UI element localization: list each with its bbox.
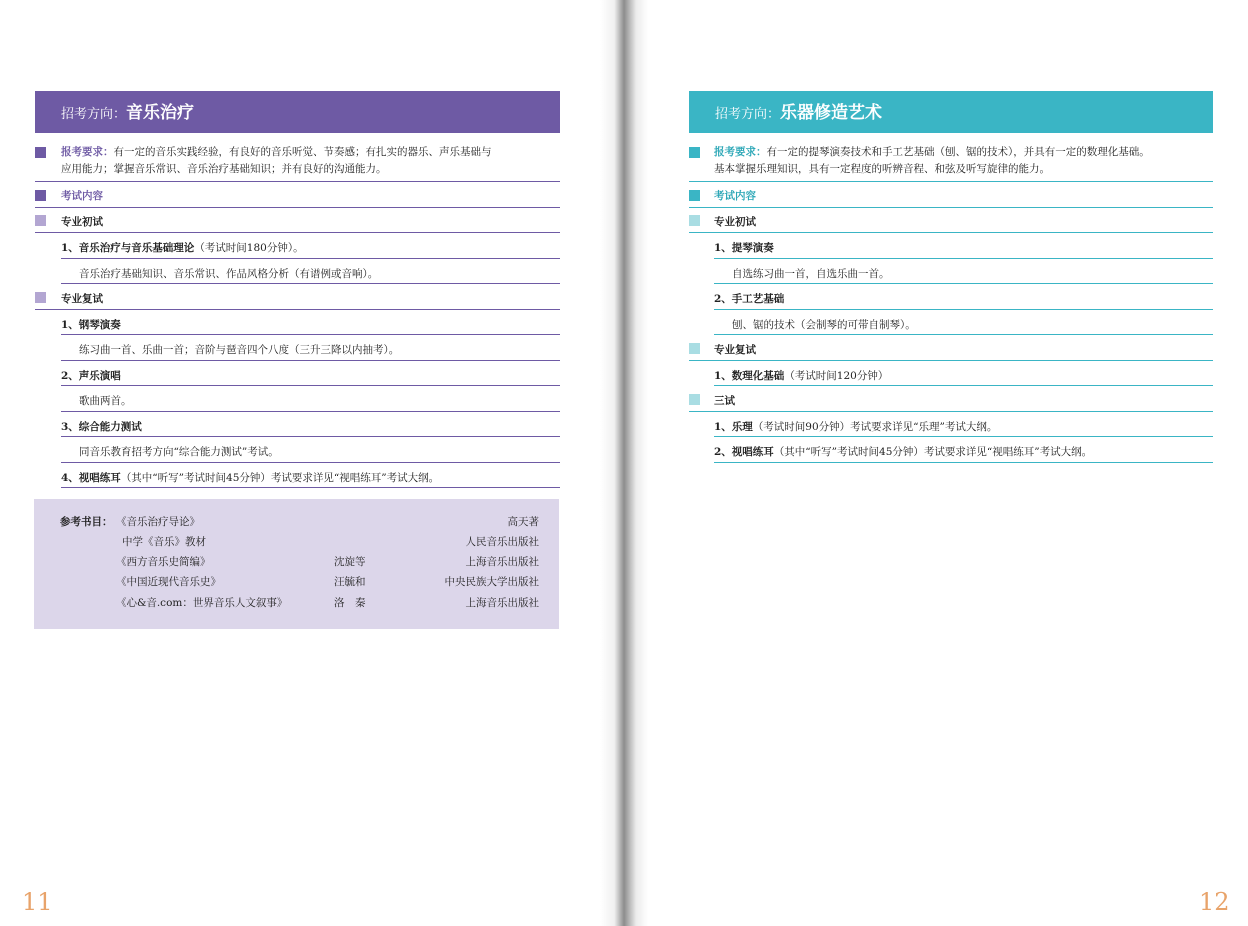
book-gutter-shadow (600, 0, 648, 926)
requirement-line-2: 基本掌握乐理知识，具有一定程度的听辨音程、和弦及听写旋律的能力。 (714, 163, 1050, 175)
initial-exam-row (689, 208, 1213, 233)
reference-author: 汪毓和 (334, 576, 366, 588)
exam-item-title: 2、声乐演唱 (61, 370, 121, 382)
retest-heading: 专业复试 (714, 344, 756, 356)
references-label: 参考书目： (60, 516, 113, 528)
reference-author: 沈旋等 (334, 556, 366, 568)
section-bullet-icon (35, 190, 46, 201)
exam-item-desc-row (61, 259, 560, 284)
reference-publisher: 上海音乐出版社 (465, 597, 539, 609)
reference-publisher: 中央民族大学出版社 (444, 576, 539, 588)
initial-exam-row (35, 208, 560, 233)
exam-item-row (714, 437, 1213, 463)
requirement-line-2: 应用能力；掌握音乐常识、音乐治疗基础知识；并有良好的沟通能力。 (61, 163, 387, 175)
section-bullet-icon (689, 147, 700, 158)
page-number: 11 (22, 888, 53, 916)
subsection-bullet-icon (35, 215, 46, 226)
reference-title: 《音乐治疗导论》 (116, 516, 200, 528)
exam-item-row (61, 310, 560, 335)
exam-item-row (714, 361, 1213, 386)
exam-item-row (714, 233, 1213, 259)
third-exam-row (689, 386, 1213, 412)
exam-item-row (61, 361, 560, 386)
retest-row (689, 335, 1213, 361)
banner-title: 乐器修造艺术 (780, 103, 883, 123)
exam-item-desc-row (714, 259, 1213, 284)
exam-item-desc-row (61, 386, 560, 412)
requirement-label: 报考要求： (61, 146, 114, 158)
reference-title: 《中国近现代音乐史》 (116, 576, 221, 588)
exam-item-title: 1、提琴演奏 (714, 242, 774, 254)
exam-item-title: 2、视唱练耳 (714, 446, 774, 458)
page-number: 12 (1199, 888, 1230, 916)
retest-heading: 专业复试 (61, 293, 103, 305)
direction-banner (35, 91, 560, 133)
exam-item-note: （其中“听写”考试时间45分钟）考试要求详见“视唱练耳”考试大纲。 (773, 446, 1093, 458)
banner-label: 招考方向： (715, 107, 781, 122)
exam-item-title: 1、音乐治疗与音乐基础理论 (61, 242, 195, 254)
subsection-bullet-icon (689, 215, 700, 226)
exam-content-heading: 考试内容 (714, 190, 756, 202)
initial-exam-heading: 专业初试 (714, 216, 756, 228)
exam-item-row (61, 463, 560, 488)
exam-outline (689, 144, 1213, 463)
subsection-bullet-icon (689, 343, 700, 354)
subsection-bullet-icon (35, 292, 46, 303)
reference-publisher: 上海音乐出版社 (465, 556, 539, 568)
reference-publisher: 高天著 (507, 516, 539, 528)
reference-publisher: 人民音乐出版社 (465, 536, 539, 548)
exam-item-title: 2、手工艺基础 (714, 293, 785, 305)
reference-title: 《西方音乐史简编》 (116, 556, 211, 568)
exam-item-row (714, 412, 1213, 437)
requirement-label: 报考要求： (714, 146, 767, 158)
section-bullet-icon (35, 147, 46, 158)
reference-title: 《心&音.com：世界音乐人文叙事》 (116, 597, 288, 609)
exam-item-desc: 练习曲一首、乐曲一首；音阶与琶音四个八度（三升三降以内抽考）。 (79, 344, 400, 356)
exam-item-desc: 同音乐教育招考方向“综合能力测试”考试。 (79, 446, 279, 458)
exam-item-title: 3、综合能力测试 (61, 421, 142, 433)
requirement-row (689, 144, 1213, 182)
initial-exam-heading: 专业初试 (61, 216, 103, 228)
exam-item-desc-row (61, 335, 560, 361)
subsection-bullet-icon (689, 394, 700, 405)
exam-item-note: （考试时间180分钟）。 (194, 242, 304, 254)
exam-item-row (61, 233, 560, 259)
exam-outline (35, 144, 560, 488)
banner-title: 音乐治疗 (126, 103, 195, 123)
exam-item-note: （其中“听写”考试时间45分钟）考试要求详见“视唱练耳”考试大纲。 (120, 472, 440, 484)
exam-item-desc: 自选练习曲一首，自选乐曲一首。 (732, 268, 890, 280)
right-page (624, 0, 1248, 926)
reference-author: 洛 秦 (334, 597, 366, 609)
exam-item-desc-row (61, 437, 560, 463)
exam-item-note: （考试时间90分钟）考试要求详见“乐理”考试大纲。 (752, 421, 998, 433)
direction-banner (689, 91, 1213, 133)
requirement-line-1: 有一定的提琴演奏技术和手工艺基础（刨、锯的技术），并具有一定的数理化基础。 (766, 146, 1150, 158)
exam-content-row (35, 182, 560, 208)
exam-item-desc: 歌曲两首。 (79, 395, 132, 407)
reference-books-box (34, 499, 559, 629)
exam-item-desc: 刨、锯的技术（会制琴的可带自制琴）。 (732, 319, 916, 331)
exam-item-row (61, 412, 560, 437)
retest-row (35, 284, 560, 310)
exam-item-row (714, 284, 1213, 310)
exam-content-heading: 考试内容 (61, 190, 103, 202)
reference-title: 中学《音乐》教材 (122, 536, 206, 548)
exam-item-title: 4、视唱练耳 (61, 472, 121, 484)
third-exam-heading: 三试 (714, 395, 735, 407)
requirement-line-1: 有一定的音乐实践经验，有良好的音乐听觉、节奏感；有扎实的器乐、声乐基础与 (113, 146, 492, 158)
exam-item-title: 1、数理化基础 (714, 370, 785, 382)
requirement-row (35, 144, 560, 182)
exam-item-note: （考试时间120分钟） (784, 370, 889, 382)
exam-item-title: 1、钢琴演奏 (61, 319, 121, 331)
banner-label: 招考方向： (61, 107, 127, 122)
exam-content-row (689, 182, 1213, 208)
exam-item-title: 1、乐理 (714, 421, 753, 433)
section-bullet-icon (689, 190, 700, 201)
exam-item-desc-row (714, 310, 1213, 335)
exam-item-desc: 音乐治疗基础知识、音乐常识、作品风格分析（有谱例或音响）。 (79, 268, 379, 280)
